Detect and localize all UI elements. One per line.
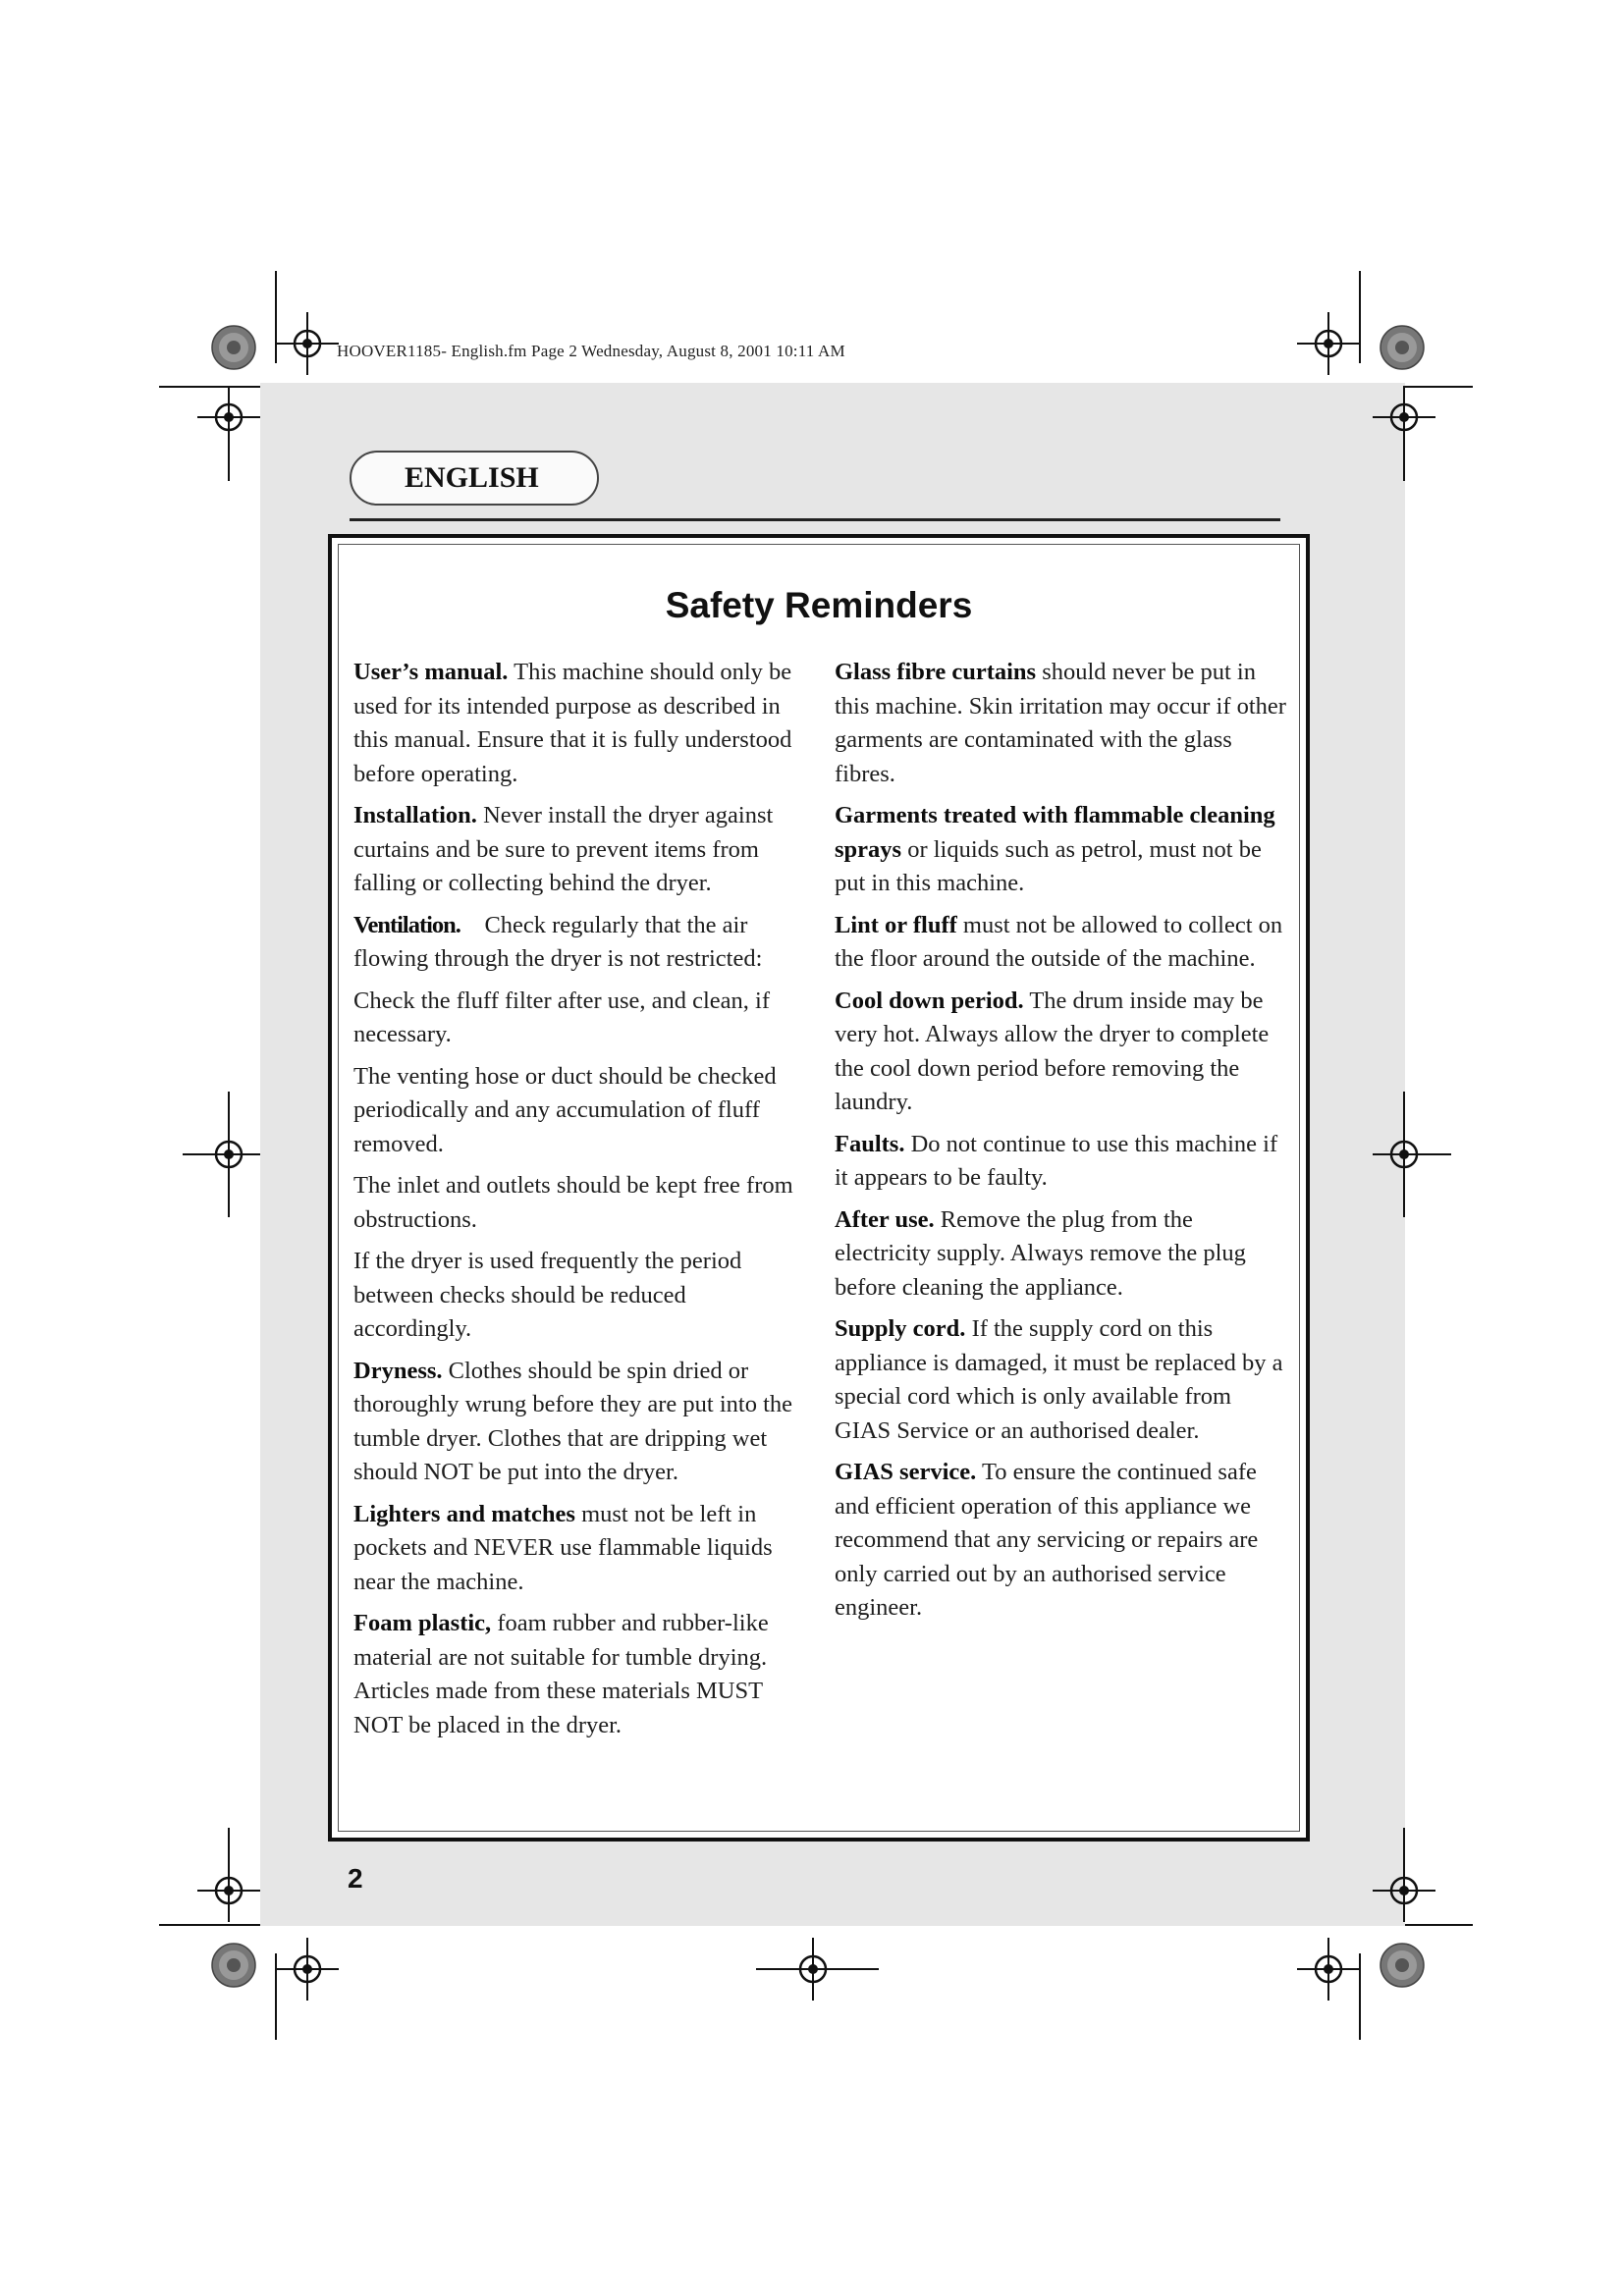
- safety-left-column: [353, 656, 805, 1750]
- language-tab: [350, 451, 599, 506]
- safety-item: Installation. Never install the dryer against curtains and be sure to prevent items from falling or collecting behind the dryer.: [353, 802, 774, 896]
- safety-item: Garments treated with flammable cleaning sprays or liquids such as petrol, must not be put in this machine.: [835, 802, 1275, 896]
- safety-item: The venting hose or duct should be checked periodically and any accumulation of fluff removed.: [353, 1062, 777, 1157]
- safety-item: Faults. Do not continue to use this machine if it appears to be faulty.: [835, 1130, 1278, 1191]
- safety-item: Dryness. Clothes should be spin dried or thoroughly wrung before they are put into the tumble dryer. Clothes that are dripping wet should NOT be put into the dryer.: [353, 1357, 793, 1485]
- safety-item: Foam plastic, foam rubber and rubber-like material are not suitable for tumble drying. Articles made from these materials MUST NOT be placed in the dryer.: [353, 1610, 769, 1738]
- safety-item: The inlet and outlets should be kept free from obstructions.: [353, 1172, 793, 1233]
- safety-title: Safety Reminders: [665, 585, 973, 625]
- file-info-header: HOOVER1185- English.fm Page 2 Wednesday, August 8, 2001 10:11 AM: [337, 342, 845, 360]
- safety-item: Supply cord. If the supply cord on this appliance is damaged, it must be replaced by a special cord which is only available from GIAS Service or an authorised dealer.: [835, 1315, 1283, 1444]
- safety-item: Ventilation. Check regularly that the air flowing through the dryer is not restricted:: [353, 911, 763, 972]
- safety-item: Cool down period. The drum inside may be very hot. Always allow the dryer to complete the cool down period before removing the laundry.: [835, 987, 1270, 1115]
- safety-item: Lint or fluff must not be allowed to collect on the floor around the outside of the machine.: [835, 911, 1283, 972]
- safety-item: If the dryer is used frequently the period between checks should be reduced accordingly.: [353, 1248, 742, 1342]
- safety-item: Check the fluff filter after use, and clean, if necessary.: [353, 987, 771, 1047]
- page-number: 2: [348, 1863, 363, 1894]
- safety-item: GIAS service. To ensure the continued safe and efficient operation of this appliance we recommend that any servicing or repairs are only carried out by an authorised service engineer.: [835, 1459, 1259, 1621]
- language-tab-label: ENGLISH: [405, 461, 539, 494]
- safety-item: Glass fibre curtains should never be put in this machine. Skin irritation may occur if other garments are contaminated with the glass fibres.: [835, 659, 1286, 787]
- safety-right-column: [835, 656, 1288, 1633]
- safety-item: Lighters and matches must not be left in pockets and NEVER use flammable liquids near the machine.: [353, 1500, 773, 1595]
- header-rule: [350, 518, 1280, 521]
- safety-item: After use. Remove the plug from the electricity supply. Always remove the plug before cleaning the appliance.: [835, 1205, 1246, 1301]
- safety-item: User’s manual. This machine should only be used for its intended purpose as described in this manual. Ensure that it is fully understood before operating.: [353, 659, 792, 787]
